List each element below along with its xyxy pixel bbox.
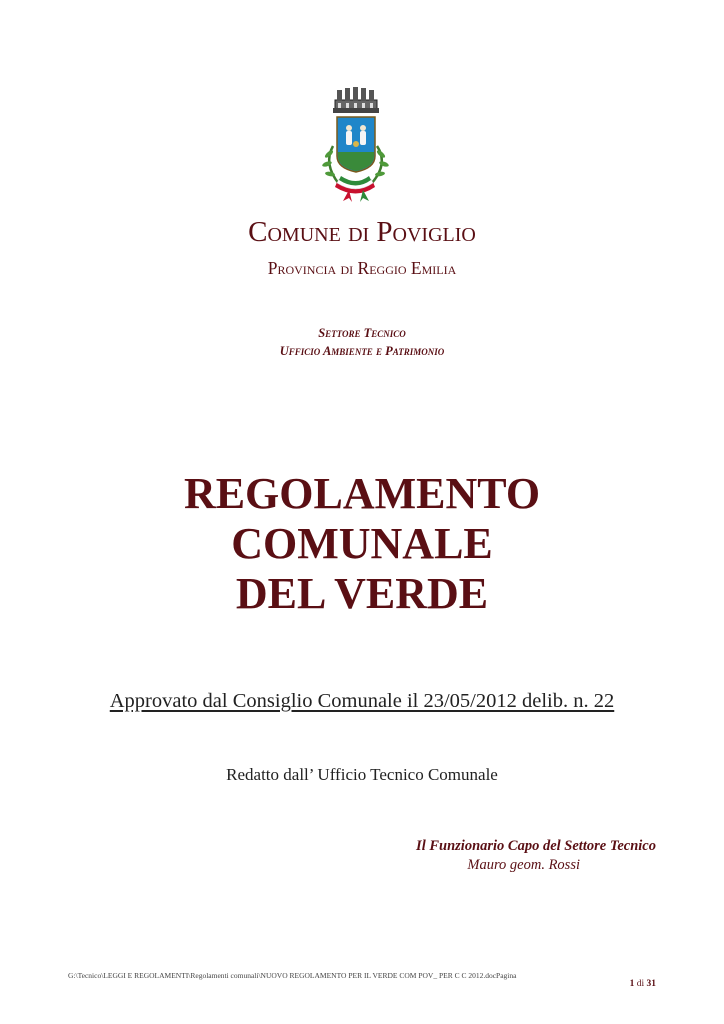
document-title-line-1: REGOLAMENTO xyxy=(183,469,541,518)
page-total: 31 xyxy=(646,979,656,989)
document-title-line-2: COMUNALE xyxy=(231,519,493,568)
municipality-name: Comune di Poviglio xyxy=(248,216,476,248)
office-name: Ufficio Ambiente e Patrimonio xyxy=(279,344,445,358)
page-current: 1 xyxy=(629,979,635,989)
signatory-name: Mauro geom. Rossi xyxy=(467,857,580,873)
crown-icon xyxy=(333,87,379,113)
approval-statement: Approvato dal Consiglio Comunale il 23/05/2012 delib. n. 22 xyxy=(109,690,615,712)
ribbon-icon xyxy=(335,176,375,202)
province-name: Provincia di Reggio Emilia xyxy=(267,258,457,278)
page-of-label: di xyxy=(636,979,645,989)
drafted-by-statement: Redatto dall’ Ufficio Tecnico Comunale xyxy=(226,765,498,784)
document-title-line-3: DEL VERDE xyxy=(235,569,489,618)
department-name: Settore Tecnico xyxy=(318,326,406,340)
page-number xyxy=(600,979,656,989)
signatory-role: Il Funzionario Capo del Settore Tecnico xyxy=(416,838,656,854)
coat-of-arms-icon xyxy=(309,86,401,202)
footer-file-path: G:\Tecnico\LEGGI E REGOLAMENTI\Regolamenti comunali\NUOVO REGOLAMENTO PER IL VERDE COM POV_ PER C C 2012.docPagina xyxy=(68,971,517,980)
